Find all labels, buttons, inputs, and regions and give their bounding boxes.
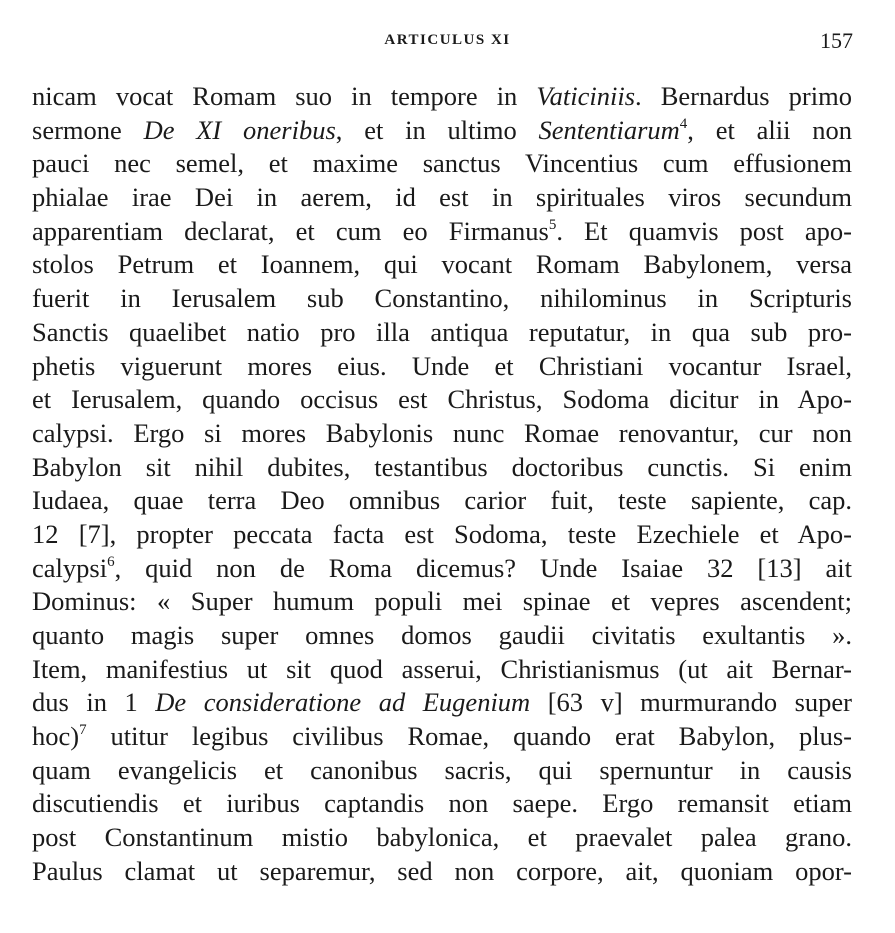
text-line [32, 720, 852, 754]
text-line [32, 484, 852, 518]
text-run: dus in 1 [32, 687, 156, 718]
body-text [32, 80, 852, 889]
text-line [32, 417, 852, 451]
text-line [32, 316, 852, 350]
italic-title: De consideratione ad Eugenium [155, 687, 531, 718]
text-line [32, 653, 852, 687]
text-run: Sanctis quaelibet natio pro illa antiqua reputatur, in qua sub pro- [32, 316, 852, 347]
text-run: quam evangelicis et canonibus sacris, qui spernuntur in causis [32, 754, 852, 785]
text-line [32, 855, 852, 889]
text-run: post Constantinum mistio babylonica, et praevalet palea grano. [32, 822, 852, 853]
footnote-marker: 5 [548, 216, 557, 233]
text-line [32, 686, 852, 720]
text-line [32, 383, 852, 417]
text-line [32, 585, 852, 619]
text-run: stolos Petrum et Ioannem, qui vocant Romam Babylonem, versa [32, 249, 852, 280]
text-run: calypsi. Ergo si mores Babylonis nunc Romae renovantur, cur non [32, 417, 852, 448]
text-run: 12 [7], propter peccata facta est Sodoma, teste Ezechiele et Apo- [32, 518, 852, 549]
italic-title: Sententiarum [538, 114, 680, 145]
italic-title: Vaticiniis [536, 81, 636, 111]
text-run: phetis viguerunt mores eius. Unde et Christiani vocantur Israel, [32, 350, 852, 381]
text-line [32, 821, 852, 855]
text-line [32, 248, 852, 282]
text-run: Item, manifestius ut sit quod asserui, Christianismus (ut ait Bernar- [32, 653, 852, 684]
text-line [32, 451, 852, 485]
text-run: [63 v] murmurando super [530, 687, 852, 718]
footnote-marker: 6 [107, 553, 115, 570]
text-run: , et alii non [687, 114, 852, 145]
text-line [32, 518, 852, 552]
text-line [32, 114, 852, 148]
text-run: hoc) [32, 721, 80, 752]
text-line [32, 552, 852, 586]
text-line [32, 350, 852, 384]
text-line [32, 787, 852, 821]
text-run: nicam vocat Romam suo in tempore in [32, 81, 537, 111]
text-run: calypsi [32, 552, 108, 583]
text-run: et Ierusalem, quando occisus est Christus, Sodoma dicitur in Apo- [32, 384, 852, 415]
text-run: . Bernardus primo [635, 81, 852, 111]
footnote-marker: 4 [679, 115, 688, 132]
text-line [32, 181, 852, 215]
text-run: fuerit in Ierusalem sub Constantino, nihilominus in Scripturis [32, 283, 852, 314]
text-line [32, 147, 852, 181]
text-run: , quid non de Roma dicemus? Unde Isaiae 32 [13] ait [114, 552, 852, 583]
running-title: ARTICULUS XI [384, 32, 511, 48]
text-line [32, 80, 852, 114]
footnote-marker: 7 [79, 722, 87, 739]
text-run: quanto magis super omnes domos gaudii civitatis exultantis ». [32, 620, 852, 650]
text-line [32, 215, 852, 249]
text-run: sermone [32, 114, 144, 145]
text-run: apparentiam declarat, et cum eo Firmanus [32, 215, 549, 246]
text-run: phialae irae Dei in aerem, id est in spirituales viros secundum [32, 182, 852, 213]
text-run: Dominus: « Super humum populi mei spinae et vepres ascendent; [32, 586, 852, 617]
text-run: Babylon sit nihil dubites, testantibus doctoribus cunctis. Si enim [32, 451, 852, 482]
text-run: discutiendis et iuribus captandis non saepe. Ergo remansit etiam [32, 788, 852, 819]
running-head [0, 28, 895, 52]
text-run: pauci nec semel, et maxime sanctus Vincentius cum effusionem [32, 148, 852, 179]
text-run: Iudaea, quae terra Deo omnibus carior fuit, teste sapiente, cap. [32, 485, 852, 516]
text-run: . Et quamvis post apo- [556, 215, 852, 246]
text-line [32, 754, 852, 788]
text-line [32, 282, 852, 316]
text-run: Paulus clamat ut separemur, sed non corpore, ait, quoniam opor- [32, 855, 852, 886]
page-number: 157 [820, 28, 853, 53]
text-line [32, 619, 852, 653]
text-run: utitur legibus civilibus Romae, quando erat Babylon, plus- [86, 721, 852, 752]
text-run: , et in ultimo [335, 114, 539, 145]
italic-title: De XI oneribus [143, 114, 336, 145]
